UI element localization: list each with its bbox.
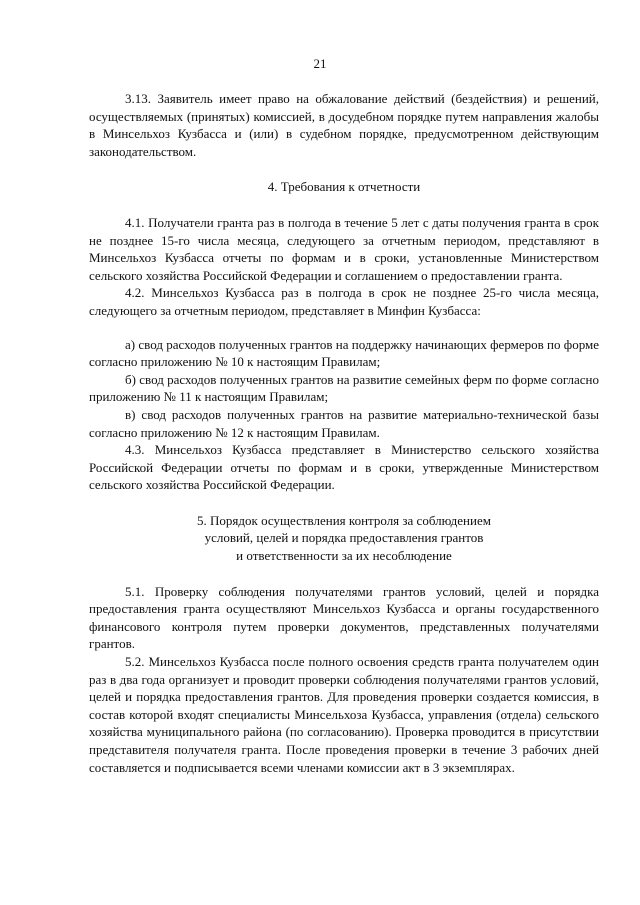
section-5-heading-line-1: 5. Порядок осуществления контроля за соблюдением <box>197 512 491 528</box>
paragraph-5-2: 5.2. Минсельхоз Кузбасса после полного освоения средств гранта получателем один раз в два года организует и проводит проверки соблюдения получателями грантов условий, целей и порядка предоставления грантов. Для проведения проверки создается комиссия, в состав которой входят специалисты Минсельхоза Кузбасса, управления (отдела) сельского хозяйства муниципального района (по согласованию). Проверка проводится в присутствии представителя получателя гранта. После проведения проверки в течение 3 рабочих дней составляется и подписывается всеми членами комиссии акт в 3 экземплярах. <box>89 654 599 775</box>
paragraph-4-1: 4.1. Получатели гранта раз в полгода в течение 5 лет с даты получения гранта в срок не позднее 15-го числа месяца, следующего за отчетным периодом, представляют в Минсельхоз Кузбасса отчеты по формам и в сроки, установленные Министерством сельского хозяйства Российской Федерации и соглашением о предоставлении гранта. <box>89 214 599 283</box>
paragraph-3-13: 3.13. Заявитель имеет право на обжалование действий (бездействия) и решений, осуществляемых (принятых) комиссией, в досудебном порядке путем направления жалобы в Минсельхоз Кузбасса и (или) в судебном порядке, предусмотренном действующим законодательством. <box>89 91 599 159</box>
paragraph-5-1: 5.1. Проверку соблюдения получателями грантов условий, целей и порядка предоставления гранта осуществляют Минсельхоз Кузбасса и органы государственного финансового контроля путем проверки документов, представленных получателями грантов. <box>89 583 599 652</box>
paragraph-4-3: 4.3. Минсельхоз Кузбасса представляет в Министерство сельского хозяйства Российской Федерации отчеты по формам и в сроки, утвержденные Министерством сельского хозяйства Российской Федерации. <box>89 442 599 493</box>
page-number: 21 <box>313 56 327 71</box>
document-body <box>89 90 599 776</box>
list-item-a: а) свод расходов полученных грантов на поддержку начинающих фермеров по форме согласно приложению № 10 к настоящим Правилам; <box>89 336 599 370</box>
paragraph-4-2: 4.2. Минсельхоз Кузбасса раз в полгода в срок не позднее 25-го числа месяца, следующего за отчетным периодом, представляет в Минфин Кузбасса: <box>89 285 599 318</box>
list-item-b: б) свод расходов полученных грантов на развитие семейных ферм по форме согласно приложению № 11 к настоящим Правилам; <box>89 371 599 405</box>
section-4-heading: 4. Требования к отчетности <box>267 179 421 195</box>
section-5-heading-line-3: и ответственности за их несоблюдение <box>236 548 452 564</box>
list-item-c: в) свод расходов полученных грантов на развитие материально-технической базы согласно приложению № 12 к настоящим Правилам. <box>89 406 599 440</box>
section-5-heading-line-2: условий, целей и порядка предоставления грантов <box>204 530 484 546</box>
